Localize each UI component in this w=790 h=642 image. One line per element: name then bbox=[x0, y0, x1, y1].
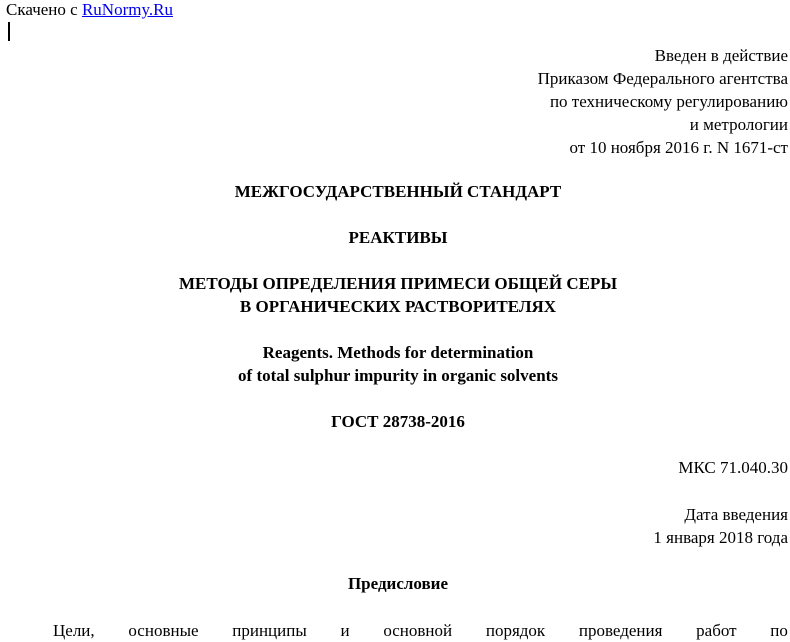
text-cursor bbox=[8, 22, 10, 41]
enactment-line-1: Введен в действие bbox=[654, 46, 788, 65]
foreword-paragraph-first-line bbox=[53, 619, 788, 642]
foreword-heading: Предисловие bbox=[347, 574, 449, 593]
enactment-block bbox=[538, 44, 788, 159]
download-source-prefix: Скачено с bbox=[6, 0, 78, 19]
english-title-line-2: of total sulphur impurity in organic solvents bbox=[238, 366, 558, 385]
english-title-line-1: Reagents. Methods for determination bbox=[262, 343, 534, 362]
title-line-2: В ОРГАНИЧЕСКИХ РАСТВОРИТЕЛЯХ bbox=[239, 297, 557, 316]
runormy-link[interactable]: RuNormy.Ru bbox=[81, 0, 173, 19]
foreword-word: Цели, bbox=[53, 621, 95, 640]
foreword-word: основной bbox=[383, 621, 453, 640]
foreword-word: и bbox=[340, 621, 350, 640]
effective-date-value: 1 января 2018 года bbox=[653, 528, 788, 547]
enactment-line-5: от 10 ноября 2016 г. N 1671-ст bbox=[569, 138, 788, 157]
subject-heading: РЕАКТИВЫ bbox=[348, 228, 448, 247]
effective-date-label: Дата введения bbox=[684, 505, 788, 524]
mks-code: МКС 71.040.30 bbox=[678, 458, 788, 477]
gost-designation: ГОСТ 28738-2016 bbox=[331, 412, 465, 431]
foreword-word: порядок bbox=[485, 621, 546, 640]
enactment-line-2: Приказом Федерального агентства bbox=[537, 69, 788, 88]
foreword-word: по bbox=[770, 621, 788, 640]
enactment-line-4: и метрологии bbox=[689, 115, 788, 134]
standard-type-heading: МЕЖГОСУДАРСТВЕННЫЙ СТАНДАРТ bbox=[234, 182, 562, 201]
title-line-1: МЕТОДЫ ОПРЕДЕЛЕНИЯ ПРИМЕСИ ОБЩЕЙ СЕРЫ bbox=[178, 274, 618, 293]
foreword-word: принципы bbox=[232, 621, 307, 640]
download-source-line bbox=[6, 0, 173, 20]
foreword-word: проведения bbox=[578, 621, 663, 640]
foreword-word: работ bbox=[696, 621, 737, 640]
enactment-line-3: по техническому регулированию bbox=[549, 92, 788, 111]
foreword-word: основные bbox=[128, 621, 199, 640]
